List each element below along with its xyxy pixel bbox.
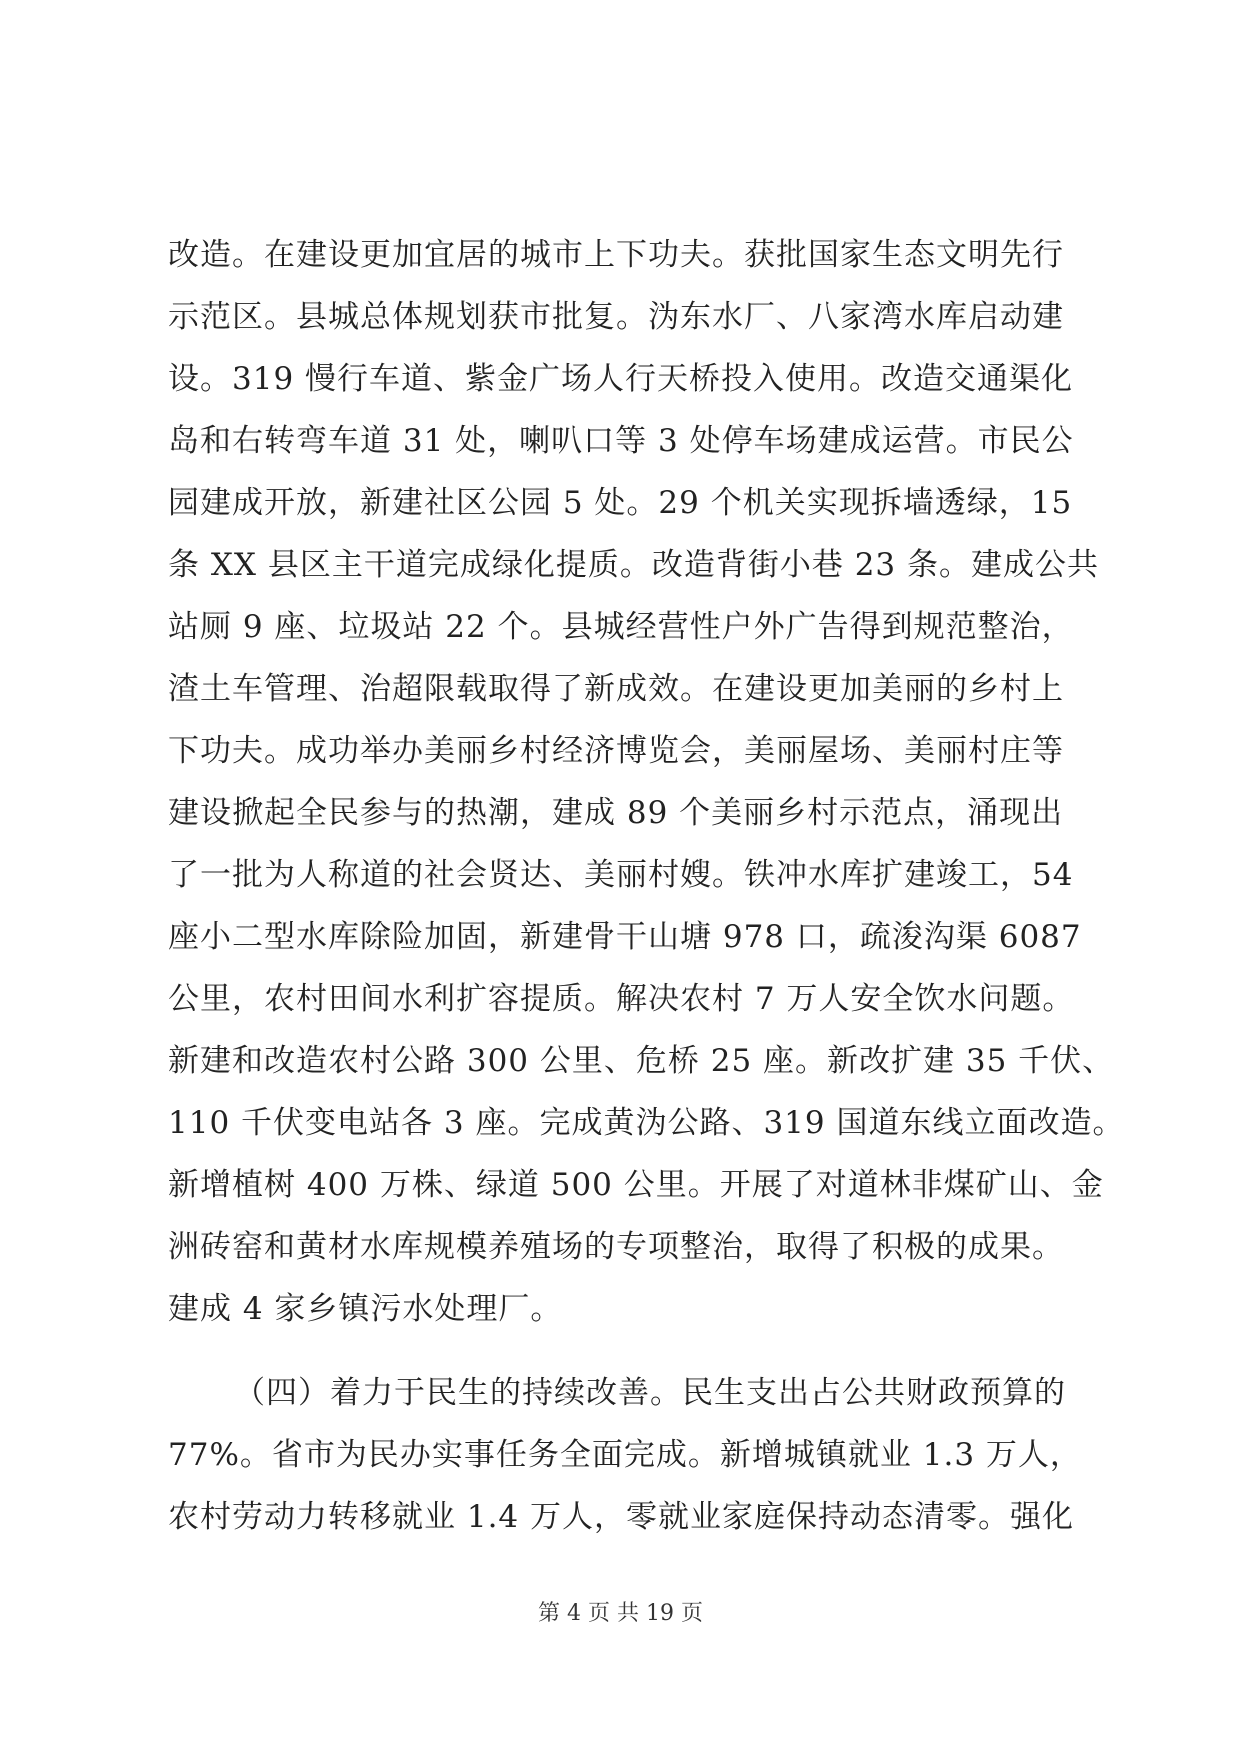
text-line: 站厕 9 座、垃圾站 22 个。县城经营性户外广告得到规范整治， [168,609,1074,645]
text-line: 了一批为人称道的社会贤达、美丽村嫂。铁冲水库扩建竣工，54 [168,857,1074,893]
text-line: 新建和改造农村公路 300 公里、危桥 25 座。新改扩建 35 千伏、 [168,1043,1115,1079]
text-line: 77%。省市为民办实事任务全面完成。新增城镇就业 1.3 万人， [168,1437,1082,1473]
text-line: 示范区。县城总体规划获市批复。沩东水厂、八家湾水库启动建 [168,299,1064,335]
text-line-indented: （四）着力于民生的持续改善。民生支出占公共财政预算的 [234,1375,1066,1411]
text-line: 改造。在建设更加宜居的城市上下功夫。获批国家生态文明先行 [168,237,1064,273]
paragraph-1 [168,228,1125,1344]
text-line: 条 XX 县区主干道完成绿化提质。改造背街小巷 23 条。建成公共 [168,547,1099,583]
text-line: 110 千伏变电站各 3 座。完成黄沩公路、319 国道东线立面改造。 [168,1105,1125,1141]
text-line: 新增植树 400 万株、绿道 500 公里。开展了对道林非煤矿山、金 [168,1167,1104,1203]
document-body [168,228,1125,1552]
text-line: 园建成开放，新建社区公园 5 处。29 个机关实现拆墙透绿，15 [168,485,1073,521]
text-line: 座小二型水库除险加固，新建骨干山塘 978 口，疏浚沟渠 6087 [168,919,1082,955]
text-line: 洲砖窑和黄材水库规模养殖场的专项整治，取得了积极的成果。 [168,1229,1064,1265]
text-line: 建设掀起全民参与的热潮，建成 89 个美丽乡村示范点，涌现出 [168,795,1064,831]
text-line: 渣土车管理、治超限载取得了新成效。在建设更加美丽的乡村上 [168,671,1064,707]
text-line: 下功夫。成功举办美丽乡村经济博览会，美丽屋场、美丽村庄等 [168,733,1064,769]
text-line: 设。319 慢行车道、紫金广场人行天桥投入使用。改造交通渠化 [168,361,1074,397]
paragraph-gap [168,1344,1088,1366]
text-line: 建成 4 家乡镇污水处理厂。 [168,1291,563,1327]
text-line: 公里，农村田间水利扩容提质。解决农村 7 万人安全饮水问题。 [168,981,1075,1017]
paragraph-2 [168,1366,1088,1552]
page-footer: 第 4 页 共 19 页 [538,1601,703,1626]
text-line: 农村劳动力转移就业 1.4 万人，零就业家庭保持动态清零。强化 [168,1499,1075,1535]
text-line: 岛和右转弯车道 31 处，喇叭口等 3 处停车场建成运营。市民公 [168,423,1074,459]
